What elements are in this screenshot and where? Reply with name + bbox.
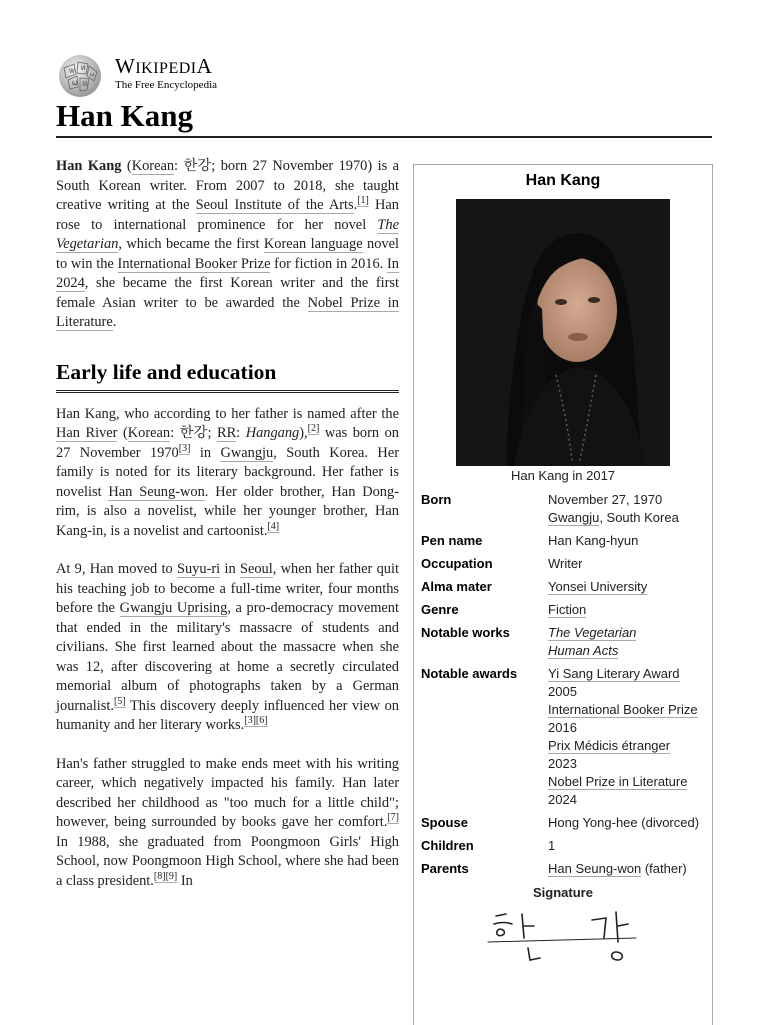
link-international-booker[interactable]: International Booker Prize [117,255,271,272]
link-award-booker[interactable]: International Booker Prize [548,702,698,717]
link-rr[interactable]: RR [216,425,237,441]
link-korean[interactable]: Korean [131,158,175,174]
link-gwangju-uprising[interactable]: Gwangju Uprising [119,600,228,616]
infobox-row-occupation: Occupation Writer [421,556,583,571]
citation-5[interactable]: [5] [113,695,126,707]
infobox-row-notable-awards: Notable awards Yi Sang Literary Award 2005 International Booker Prize 2016 Prix Médicis étranger 2023 Nobel Prize in Literature 2024 [421,666,698,807]
signature-image [486,908,642,972]
site-tagline: The Free Encyclopedia [115,79,218,91]
section-heading-early-life: Early life and education [56,359,399,393]
infobox [413,164,713,1025]
paragraph-early-life-3: Han's father struggled to make ends meet with his writing career, which negatively impacted his family. Han later described her childhood as "too much for a little child"; however, being surrounded by books gave her comfort.[7] In 1988, she graduated from Poongmoon Girls' High School, now Poongmoon High School, where she had been a class president.[8][9] In [56,755,399,889]
link-fiction[interactable]: Fiction [548,602,587,617]
infobox-row-children: Children 1 [421,838,556,853]
infobox-row-spouse: Spouse Hong Yong-hee (divorced) [421,815,700,830]
citation-4[interactable]: [4] [267,520,280,532]
link-seoul[interactable]: Seoul [239,561,273,577]
infobox-row-genre: Genre Fiction [421,602,587,617]
citation-3[interactable]: [3] [178,442,191,454]
link-korean-2[interactable]: Korean [127,425,171,441]
photo-caption: Han Kang in 2017 [510,468,616,483]
link-award-medicis[interactable]: Prix Médicis étranger [548,738,671,753]
link-work-human-acts[interactable]: Human Acts [548,643,619,658]
infobox-row-pen-name: Pen name Han Kang-hyun [421,533,639,548]
link-yonsei[interactable]: Yonsei University [548,579,648,594]
link-born-gwangju[interactable]: Gwangju [548,510,600,525]
infobox-row-born: Born November 27, 1970 Gwangju, South Korea [421,492,679,525]
link-in-2024[interactable]: In 2024 [56,255,399,291]
citation-7[interactable]: [7] [387,812,399,824]
citation-3b[interactable]: [3] [244,715,256,727]
signature-heading: Signature [533,885,593,900]
infobox-title: Han Kang [525,172,601,189]
wikipedia-globe-icon[interactable] [56,54,104,98]
link-suyu-ri[interactable]: Suyu-ri [176,561,221,577]
citation-9[interactable]: [9] [165,870,178,882]
link-award-yi-sang[interactable]: Yi Sang Literary Award [548,666,680,681]
portrait-photo[interactable] [456,199,670,466]
link-han-seung-won[interactable]: Han Seung-won [108,483,205,500]
citation-8[interactable]: [8] [153,870,166,882]
infobox-row-notable-works: Notable works The Vegetarian Human Acts [421,625,637,658]
link-work-vegetarian[interactable]: The Vegetarian [548,625,637,640]
citation-2[interactable]: [2] [307,423,320,435]
article-body [56,157,399,910]
page-title: Han Kang [56,98,193,133]
svg-text:維: 維 [82,81,89,88]
infobox-row-alma-mater: Alma mater Yonsei University [421,579,648,594]
link-the-vegetarian[interactable]: The Vegetarian [56,216,399,252]
link-han-river[interactable]: Han River [56,425,118,441]
citation-1[interactable]: [1] [357,195,369,207]
paragraph-early-life-1: Han Kang, who according to her father is named after the Han River (Korean: 한강; RR: Hangang),[2] was born on 27 November 1970[3] in Gwangju, South Korea. Her family is noted for its literary background. Her father is novelist Han Seung-won. Her older brother, Han Dong-rim, is also a novelist, while her younger brother, Han Kang-in, is a novelist and cartoonist.[4] [56,405,400,539]
svg-text:Ѡ: Ѡ [72,80,78,87]
wikipedia-wordmark[interactable]: WIKIPEDIA [115,54,213,78]
link-seoul-institute[interactable]: Seoul Institute of the Arts [195,197,354,213]
lead-paragraph: Han Kang (Korean: 한강; born 27 November 1970) is a South Korean writer. From 2007 to 2018, she taught creative writing at the Seoul Institute of the Arts.[1] Han rose to international prominence for her novel The Vegetarian, which became the first Korean language novel to win the International Booker Prize for fiction in 2016. In 2024, she became the first Korean writer and the first female Asian writer to be awarded the Nobel Prize in Literature. [56,158,400,330]
link-korean-language[interactable]: Korean language [263,236,363,252]
svg-text:ω: ω [90,72,95,78]
paragraph-early-life-2: At 9, Han moved to Suyu-ri in Seoul, when her father quit his teaching job to become a full-time writer, four months before the Gwangju Uprising, a pro-democracy movement that ended in the military's massacre of students and civilians. She first learned about the massacre when she was 12, after discovering at home a secretly circulated memorial album of photographs taken by a German journalist.[5] This discovery deeply influenced her view on humanity and her literary works.[3][6] [56,561,399,733]
title-divider [56,136,712,138]
citation-6[interactable]: [6] [255,715,268,727]
infobox-row-parents: Parents Han Seung-won (father) [421,861,687,876]
link-parent-han-seung-won[interactable]: Han Seung-won [548,861,642,876]
svg-text:W: W [69,68,75,75]
link-nobel-prize[interactable]: Nobel Prize in Literature [56,294,399,330]
link-gwangju[interactable]: Gwangju [220,444,274,461]
link-award-nobel[interactable]: Nobel Prize in Literature [548,774,688,789]
svg-text:И: И [81,65,86,72]
